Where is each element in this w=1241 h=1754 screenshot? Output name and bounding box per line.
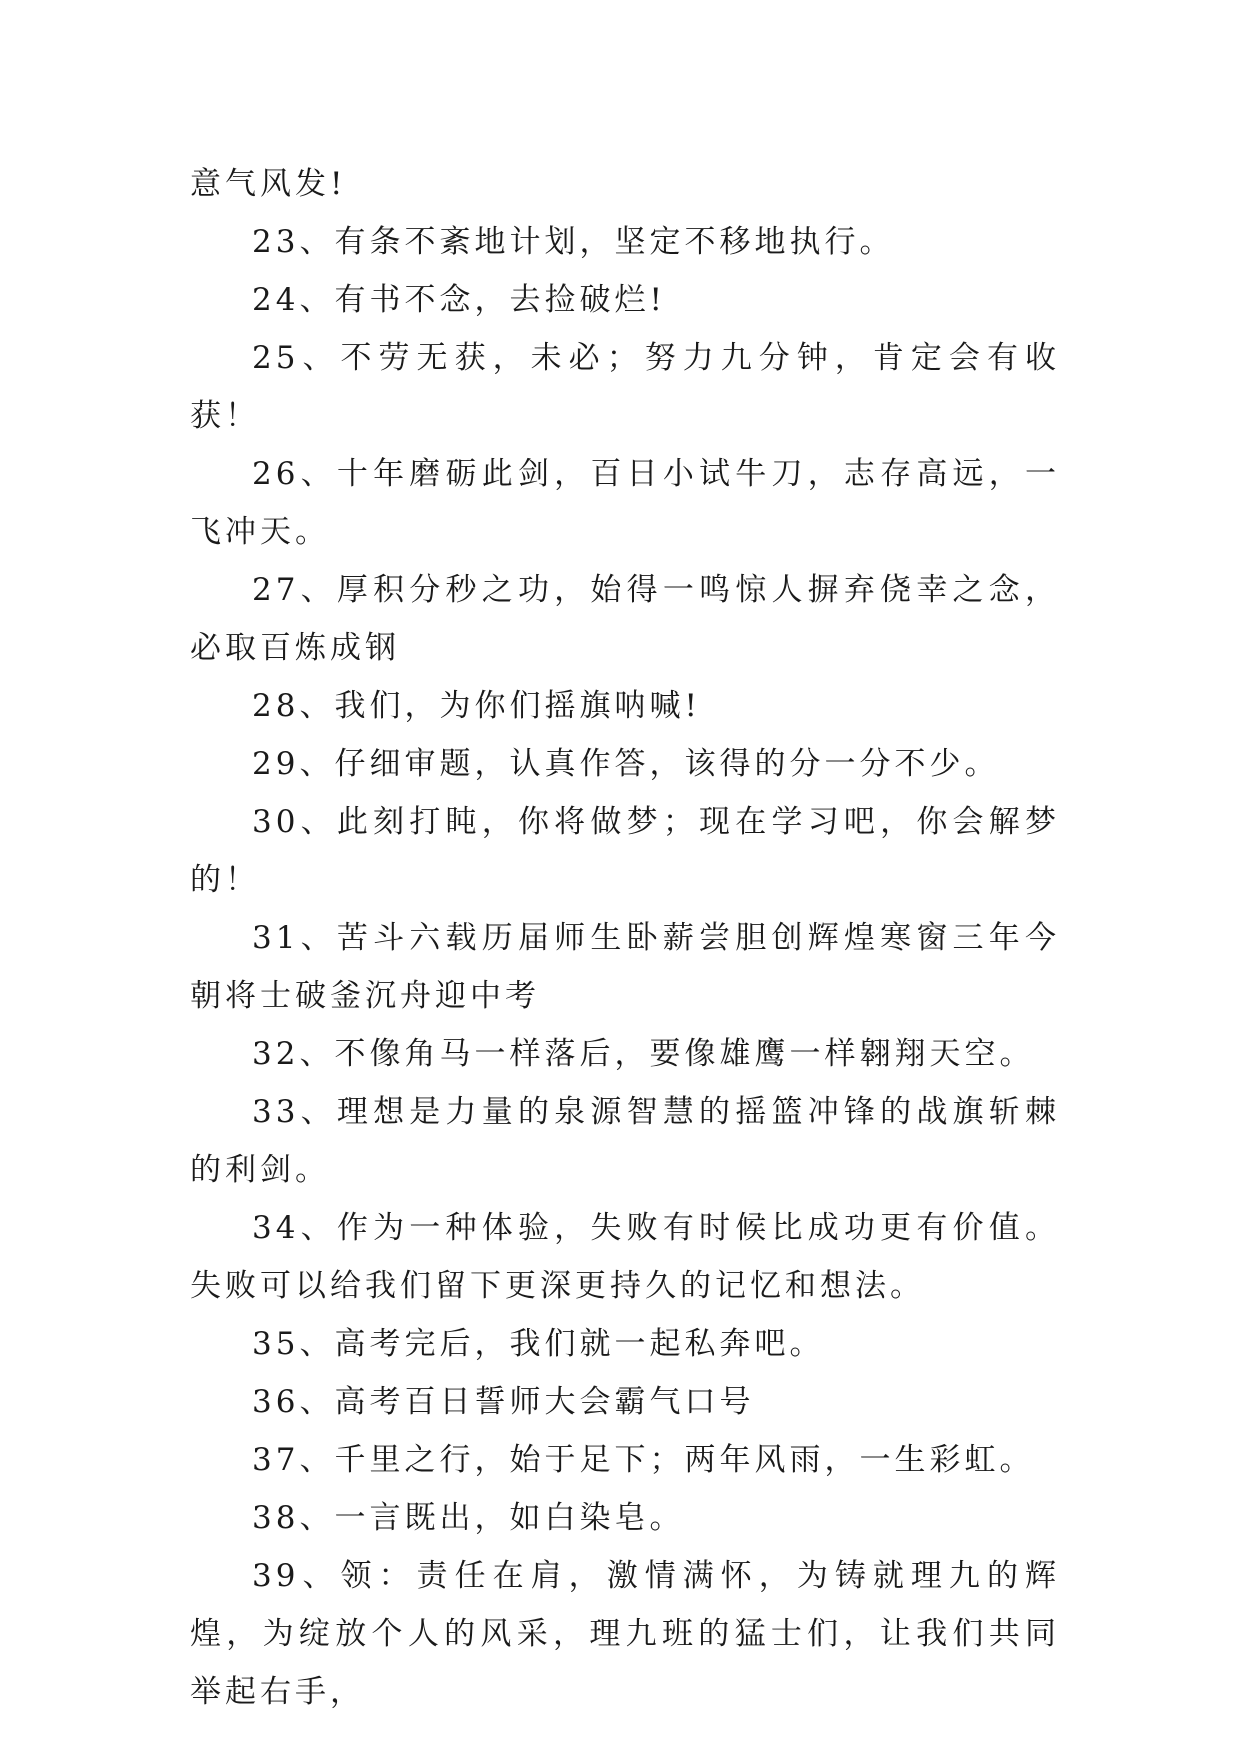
paragraph-29: 29、仔细审题，认真作答，该得的分一分不少。 <box>252 746 1000 782</box>
paragraph-38: 38、一言既出，如白染皂。 <box>252 1500 685 1536</box>
paragraph-32: 32、不像角马一样落后，要像雄鹰一样翱翔天空。 <box>252 1036 1035 1072</box>
paragraph-30: 30、此刻打盹，你将做梦；现在学习吧，你会解梦的！ <box>190 804 1060 898</box>
paragraph-36: 36、高考百日誓师大会霸气口号 <box>252 1384 755 1420</box>
paragraph-39: 39、领：责任在肩，激情满怀，为铸就理九的辉煌，为绽放个人的风采，理九班的猛士们，让我们共同举起右手， <box>190 1558 1060 1710</box>
paragraph-34: 34、作为一种体验，失败有时候比成功更有价值。失败可以给我们留下更深更持久的记忆和想法。 <box>190 1210 1060 1304</box>
paragraph-33: 33、理想是力量的泉源智慧的摇篮冲锋的战旗斩棘的利剑。 <box>190 1094 1060 1188</box>
paragraph-31: 31、苦斗六载历届师生卧薪尝胆创辉煌寒窗三年今朝将士破釜沉舟迎中考 <box>190 920 1060 1014</box>
paragraph-27: 27、厚积分秒之功，始得一鸣惊人摒弃侥幸之念，必取百炼成钢 <box>190 572 1060 666</box>
paragraph-37: 37、千里之行，始于足下；两年风雨，一生彩虹。 <box>252 1442 1035 1478</box>
document-body <box>190 155 1060 1721</box>
paragraph-24: 24、有书不念，去捡破烂! <box>252 282 666 318</box>
paragraph-26: 26、十年磨砺此剑，百日小试牛刀，志存高远，一飞冲天。 <box>190 456 1060 550</box>
paragraph-continuation: 意气风发! <box>190 166 347 202</box>
paragraph-35: 35、高考完后，我们就一起私奔吧。 <box>252 1326 825 1362</box>
paragraph-23: 23、有条不紊地计划，坚定不移地执行。 <box>252 224 895 260</box>
paragraph-25: 25、不劳无获，未必；努力九分钟，肯定会有收获！ <box>190 340 1060 434</box>
paragraph-28: 28、我们，为你们摇旗呐喊! <box>252 688 701 724</box>
